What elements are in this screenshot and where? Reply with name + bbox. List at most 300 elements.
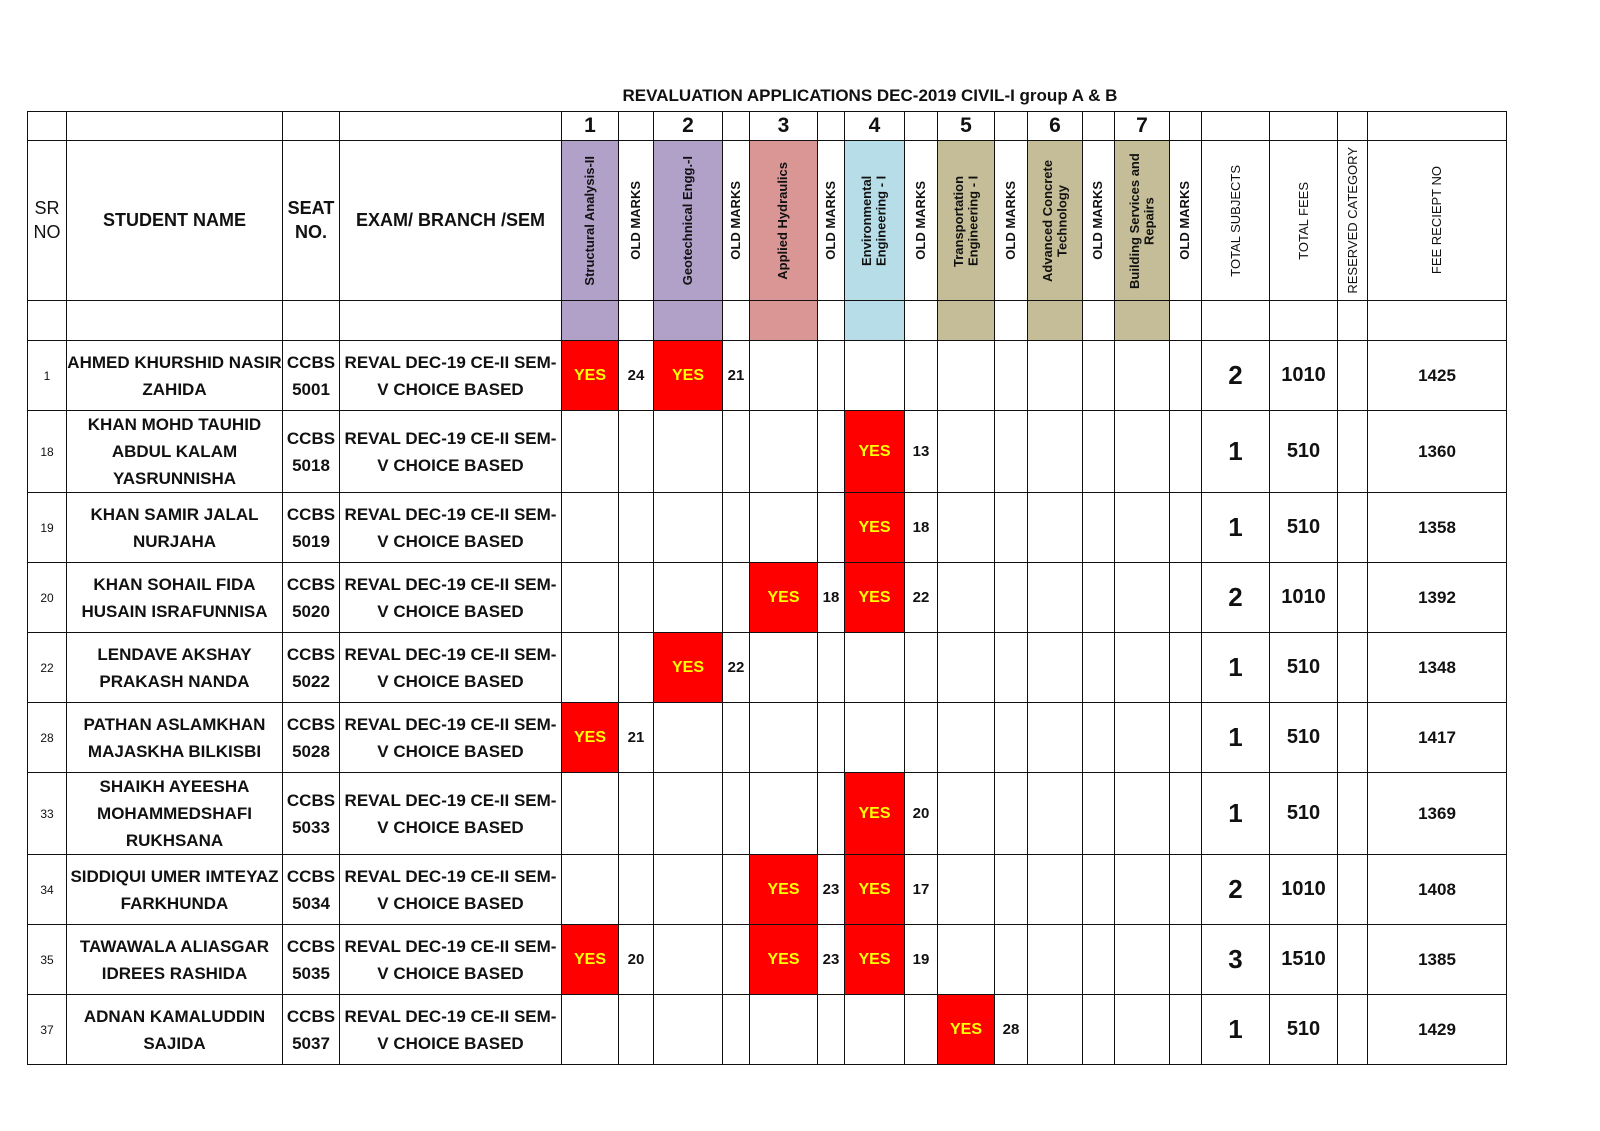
total-subjects: 1: [1202, 411, 1270, 493]
old-marks: 21: [723, 341, 750, 411]
seat-no: CCBS 5018: [283, 411, 340, 493]
yes-badge: YES: [562, 703, 619, 773]
empty-cell: [995, 855, 1028, 925]
empty-cell: [1368, 301, 1507, 341]
exam-branch-sem: REVAL DEC-19 CE-II SEM-V CHOICE BASED: [340, 773, 562, 855]
subject-name-cell: [845, 141, 905, 301]
empty-cell: [750, 995, 818, 1065]
total-fees: 1010: [1270, 855, 1338, 925]
table-row: [28, 633, 1507, 703]
empty-cell: [723, 995, 750, 1065]
empty-cell: [562, 411, 619, 493]
empty-cell: [562, 995, 619, 1065]
student-name: PATHAN ASLAMKHAN MAJASKHA BILKISBI: [67, 703, 283, 773]
empty-cell: [818, 301, 845, 341]
empty-cell: [1170, 563, 1202, 633]
empty-cell: [1028, 703, 1083, 773]
old-marks: 23: [818, 855, 845, 925]
student-name: TAWAWALA ALIASGAR IDREES RASHIDA: [67, 925, 283, 995]
yes-badge: YES: [845, 773, 905, 855]
fee-receipt-no: 1385: [1368, 925, 1507, 995]
subject-name: Advanced Concrete Technology: [1039, 159, 1069, 282]
yes-badge: YES: [750, 855, 818, 925]
empty-cell: [1083, 925, 1115, 995]
empty-cell: [1202, 301, 1270, 341]
empty-cell: [283, 112, 340, 141]
empty-cell: [562, 633, 619, 703]
empty-cell: [1170, 855, 1202, 925]
subject-number: 7: [1115, 112, 1170, 141]
empty-cell: [654, 703, 723, 773]
empty-cell: [1170, 341, 1202, 411]
exam-header: EXAM/ BRANCH /SEM: [340, 141, 562, 301]
fee-receipt-header: FEE RECIEPT NO: [1429, 166, 1445, 275]
subject-name-cell: [1115, 141, 1170, 301]
total-subjects: 1: [1202, 703, 1270, 773]
total-subjects: 2: [1202, 341, 1270, 411]
empty-cell: [1170, 925, 1202, 995]
empty-cell: [1083, 112, 1115, 141]
empty-cell: [723, 493, 750, 563]
empty-cell: [723, 563, 750, 633]
empty-cell: [1028, 995, 1083, 1065]
old-marks-header-cell: [619, 141, 654, 301]
total-fees-header-cell: [1270, 141, 1338, 301]
total-subjects-header-cell: [1202, 141, 1270, 301]
empty-cell: [67, 301, 283, 341]
subject-name-cell: [654, 141, 723, 301]
subject-color-cell: [750, 301, 818, 341]
empty-cell: [1270, 301, 1338, 341]
reserved-category: [1338, 925, 1368, 995]
empty-cell: [1028, 341, 1083, 411]
old-marks-header-cell: [818, 141, 845, 301]
empty-cell: [845, 703, 905, 773]
table-row: [28, 703, 1507, 773]
fee-receipt-no: 1392: [1368, 563, 1507, 633]
empty-cell: [750, 341, 818, 411]
empty-cell: [619, 563, 654, 633]
empty-cell: [723, 703, 750, 773]
empty-cell: [905, 341, 938, 411]
seat-no: CCBS 5028: [283, 703, 340, 773]
empty-cell: [995, 563, 1028, 633]
empty-cell: [1115, 703, 1170, 773]
empty-cell: [1270, 112, 1338, 141]
empty-cell: [905, 703, 938, 773]
old-marks-header: OLD MARKS: [627, 181, 643, 260]
old-marks-header-cell: [905, 141, 938, 301]
empty-cell: [938, 493, 995, 563]
empty-cell: [1028, 855, 1083, 925]
yes-badge: YES: [845, 563, 905, 633]
fee-receipt-no: 1408: [1368, 855, 1507, 925]
sheet-title: REVALUATION APPLICATIONS DEC-2019 CIVIL-I group A & B: [622, 86, 1118, 105]
exam-branch-sem: REVAL DEC-19 CE-II SEM-V CHOICE BASED: [340, 995, 562, 1065]
subject-color-cell: [1028, 301, 1083, 341]
empty-cell: [1115, 411, 1170, 493]
subject-number: 3: [750, 112, 818, 141]
reserved-category: [1338, 341, 1368, 411]
empty-cell: [619, 493, 654, 563]
subject-name-cell: [938, 141, 995, 301]
yes-badge: YES: [845, 925, 905, 995]
empty-cell: [1115, 633, 1170, 703]
fee-receipt-no: 1369: [1368, 773, 1507, 855]
old-marks: 20: [619, 925, 654, 995]
empty-cell: [1115, 925, 1170, 995]
fee-receipt-no: 1348: [1368, 633, 1507, 703]
empty-cell: [905, 995, 938, 1065]
empty-cell: [1083, 411, 1115, 493]
empty-cell: [1170, 703, 1202, 773]
empty-cell: [750, 703, 818, 773]
total-fees: 510: [1270, 995, 1338, 1065]
empty-cell: [750, 411, 818, 493]
table-row: [28, 925, 1507, 995]
sr-no: 20: [28, 563, 67, 633]
old-marks-header-cell: [723, 141, 750, 301]
empty-cell: [845, 995, 905, 1065]
empty-cell: [1028, 563, 1083, 633]
empty-cell: [995, 341, 1028, 411]
empty-cell: [905, 112, 938, 141]
sr-no: 28: [28, 703, 67, 773]
subject-color-cell: [654, 301, 723, 341]
subject-color-cell: [1115, 301, 1170, 341]
total-fees: 510: [1270, 633, 1338, 703]
empty-cell: [1170, 411, 1202, 493]
old-marks-header-cell: [1170, 141, 1202, 301]
table-row: [28, 341, 1507, 411]
old-marks: 21: [619, 703, 654, 773]
empty-cell: [1170, 112, 1202, 141]
total-subjects: 2: [1202, 855, 1270, 925]
reserved-category-header: RESERVED CATEGORY: [1344, 147, 1360, 294]
empty-cell: [995, 773, 1028, 855]
total-subjects-header: TOTAL SUBJECTS: [1227, 164, 1243, 277]
student-name: KHAN SOHAIL FIDA HUSAIN ISRAFUNNISA: [67, 563, 283, 633]
old-marks: 19: [905, 925, 938, 995]
student-name: SIDDIQUI UMER IMTEYAZ FARKHUNDA: [67, 855, 283, 925]
sr-no: 1: [28, 341, 67, 411]
exam-branch-sem: REVAL DEC-19 CE-II SEM-V CHOICE BASED: [340, 493, 562, 563]
old-marks: 24: [619, 341, 654, 411]
student-name-header: STUDENT NAME: [67, 141, 283, 301]
sr-no: 33: [28, 773, 67, 855]
subject-name: Environmental Engineering - I: [859, 175, 889, 266]
empty-cell: [1170, 995, 1202, 1065]
table-row: [28, 773, 1507, 855]
fee-receipt-no: 1417: [1368, 703, 1507, 773]
total-subjects: 1: [1202, 995, 1270, 1065]
empty-cell: [938, 563, 995, 633]
empty-cell: [818, 341, 845, 411]
subject-name: Transportation Engineering - I: [950, 175, 980, 267]
yes-badge: YES: [654, 633, 723, 703]
empty-cell: [723, 112, 750, 141]
seat-no: CCBS 5033: [283, 773, 340, 855]
reserved-category: [1338, 563, 1368, 633]
empty-cell: [818, 633, 845, 703]
yes-badge: YES: [845, 493, 905, 563]
empty-cell: [1083, 301, 1115, 341]
empty-cell: [995, 633, 1028, 703]
student-name: AHMED KHURSHID NASIR ZAHIDA: [67, 341, 283, 411]
empty-cell: [1170, 301, 1202, 341]
empty-cell: [723, 411, 750, 493]
subject-name-cell: [750, 141, 818, 301]
total-fees: 510: [1270, 493, 1338, 563]
exam-branch-sem: REVAL DEC-19 CE-II SEM-V CHOICE BASED: [340, 855, 562, 925]
subject-number: 5: [938, 112, 995, 141]
empty-cell: [1338, 112, 1368, 141]
empty-cell: [1115, 341, 1170, 411]
empty-cell: [619, 773, 654, 855]
exam-branch-sem: REVAL DEC-19 CE-II SEM-V CHOICE BASED: [340, 341, 562, 411]
empty-cell: [619, 301, 654, 341]
empty-cell: [818, 411, 845, 493]
empty-cell: [654, 493, 723, 563]
exam-branch-sem: REVAL DEC-19 CE-II SEM-V CHOICE BASED: [340, 633, 562, 703]
table-row: [28, 493, 1507, 563]
fee-receipt-header-cell: [1368, 141, 1507, 301]
empty-cell: [67, 112, 283, 141]
total-fees: 1010: [1270, 563, 1338, 633]
empty-cell: [654, 773, 723, 855]
subject-name: Applied Hydraulics: [775, 161, 791, 280]
table-row: [28, 855, 1507, 925]
empty-cell: [818, 493, 845, 563]
old-marks: 22: [723, 633, 750, 703]
empty-cell: [1028, 411, 1083, 493]
student-name: LENDAVE AKSHAY PRAKASH NANDA: [67, 633, 283, 703]
empty-cell: [845, 633, 905, 703]
reserved-category: [1338, 773, 1368, 855]
exam-branch-sem: REVAL DEC-19 CE-II SEM-V CHOICE BASED: [340, 411, 562, 493]
exam-branch-sem: REVAL DEC-19 CE-II SEM-V CHOICE BASED: [340, 925, 562, 995]
empty-cell: [654, 995, 723, 1065]
empty-cell: [654, 925, 723, 995]
empty-cell: [1083, 703, 1115, 773]
old-marks-header: OLD MARKS: [1090, 181, 1106, 260]
subject-name-cell: [1028, 141, 1083, 301]
reserved-category: [1338, 411, 1368, 493]
empty-cell: [28, 112, 67, 141]
yes-badge: YES: [845, 411, 905, 493]
table-row: [28, 563, 1507, 633]
total-subjects: 3: [1202, 925, 1270, 995]
empty-cell: [1083, 341, 1115, 411]
fee-receipt-no: 1429: [1368, 995, 1507, 1065]
empty-cell: [723, 301, 750, 341]
old-marks: 18: [905, 493, 938, 563]
empty-cell: [995, 411, 1028, 493]
sr-no: 37: [28, 995, 67, 1065]
yes-badge: YES: [562, 925, 619, 995]
empty-cell: [845, 341, 905, 411]
empty-cell: [723, 773, 750, 855]
total-fees: 1010: [1270, 341, 1338, 411]
empty-cell: [28, 301, 67, 341]
empty-cell: [283, 301, 340, 341]
empty-cell: [1028, 773, 1083, 855]
empty-cell: [1115, 493, 1170, 563]
empty-cell: [938, 411, 995, 493]
empty-cell: [1368, 112, 1507, 141]
subject-name-cell: [562, 141, 619, 301]
sr-no: 34: [28, 855, 67, 925]
yes-badge: YES: [938, 995, 995, 1065]
seat-no: CCBS 5037: [283, 995, 340, 1065]
empty-cell: [619, 411, 654, 493]
seat-no: CCBS 5019: [283, 493, 340, 563]
reserved-category: [1338, 633, 1368, 703]
seat-no: CCBS 5001: [283, 341, 340, 411]
subject-name: Geotechnical Engg.-I: [679, 155, 695, 286]
total-fees: 510: [1270, 703, 1338, 773]
yes-badge: YES: [562, 341, 619, 411]
old-marks-header: OLD MARKS: [822, 181, 838, 260]
subject-name: Building Services and Repairs: [1126, 152, 1156, 289]
empty-cell: [938, 341, 995, 411]
empty-cell: [619, 995, 654, 1065]
empty-cell: [1202, 112, 1270, 141]
empty-cell: [562, 493, 619, 563]
sr-no: 19: [28, 493, 67, 563]
empty-cell: [619, 855, 654, 925]
subject-color-cell: [562, 301, 619, 341]
empty-cell: [1083, 633, 1115, 703]
empty-cell: [619, 633, 654, 703]
old-marks-header: OLD MARKS: [912, 181, 928, 260]
empty-cell: [938, 773, 995, 855]
empty-cell: [938, 925, 995, 995]
empty-cell: [995, 112, 1028, 141]
student-name: ADNAN KAMALUDDIN SAJIDA: [67, 995, 283, 1065]
old-marks: 18: [818, 563, 845, 633]
reserved-category-header-cell: [1338, 141, 1368, 301]
subject-number: 2: [654, 112, 723, 141]
student-name: KHAN MOHD TAUHID ABDUL KALAM YASRUNNISHA: [67, 411, 283, 493]
empty-cell: [562, 563, 619, 633]
fee-receipt-no: 1360: [1368, 411, 1507, 493]
revaluation-table: [27, 111, 1507, 1065]
empty-cell: [818, 703, 845, 773]
reserved-category: [1338, 995, 1368, 1065]
old-marks: 13: [905, 411, 938, 493]
empty-cell: [340, 301, 562, 341]
sr-no-header: SR NO: [28, 141, 67, 301]
exam-branch-sem: REVAL DEC-19 CE-II SEM-V CHOICE BASED: [340, 703, 562, 773]
seat-no-header: SEAT NO.: [283, 141, 340, 301]
total-fees: 510: [1270, 773, 1338, 855]
table-row: [28, 411, 1507, 493]
empty-cell: [905, 633, 938, 703]
seat-no: CCBS 5034: [283, 855, 340, 925]
total-subjects: 2: [1202, 563, 1270, 633]
reserved-category: [1338, 493, 1368, 563]
total-subjects: 1: [1202, 633, 1270, 703]
old-marks: 17: [905, 855, 938, 925]
empty-cell: [750, 633, 818, 703]
empty-cell: [1338, 301, 1368, 341]
empty-cell: [1170, 773, 1202, 855]
empty-cell: [750, 493, 818, 563]
empty-cell: [750, 773, 818, 855]
empty-cell: [995, 493, 1028, 563]
old-marks: 28: [995, 995, 1028, 1065]
old-marks-header: OLD MARKS: [1177, 181, 1193, 260]
reserved-category: [1338, 855, 1368, 925]
old-marks-header-cell: [1083, 141, 1115, 301]
total-fees-header: TOTAL FEES: [1295, 181, 1311, 260]
empty-cell: [619, 112, 654, 141]
subject-number: 1: [562, 112, 619, 141]
empty-cell: [818, 773, 845, 855]
empty-cell: [723, 925, 750, 995]
empty-cell: [1115, 855, 1170, 925]
empty-cell: [995, 703, 1028, 773]
empty-cell: [1115, 563, 1170, 633]
fee-receipt-no: 1425: [1368, 341, 1507, 411]
table-row: [28, 995, 1507, 1065]
old-marks: 23: [818, 925, 845, 995]
empty-cell: [1083, 855, 1115, 925]
empty-cell: [995, 925, 1028, 995]
yes-badge: YES: [750, 563, 818, 633]
yes-badge: YES: [750, 925, 818, 995]
empty-cell: [1115, 995, 1170, 1065]
old-marks-header: OLD MARKS: [1002, 181, 1018, 260]
empty-cell: [1170, 633, 1202, 703]
empty-cell: [654, 411, 723, 493]
sr-no: 18: [28, 411, 67, 493]
empty-cell: [723, 855, 750, 925]
student-name: SHAIKH AYEESHA MOHAMMEDSHAFI RUKHSANA: [67, 773, 283, 855]
empty-cell: [1028, 493, 1083, 563]
empty-cell: [818, 995, 845, 1065]
reserved-category: [1338, 703, 1368, 773]
empty-cell: [1028, 633, 1083, 703]
empty-cell: [1083, 773, 1115, 855]
total-fees: 1510: [1270, 925, 1338, 995]
empty-cell: [340, 112, 562, 141]
empty-cell: [938, 633, 995, 703]
seat-no: CCBS 5020: [283, 563, 340, 633]
subject-color-cell: [938, 301, 995, 341]
total-subjects: 1: [1202, 493, 1270, 563]
old-marks-header: OLD MARKS: [727, 181, 743, 260]
old-marks: 22: [905, 563, 938, 633]
empty-cell: [1170, 493, 1202, 563]
empty-cell: [905, 301, 938, 341]
subject-color-cell: [845, 301, 905, 341]
empty-cell: [1083, 563, 1115, 633]
subject-name: Structural Analysis-II: [581, 155, 597, 286]
empty-cell: [562, 855, 619, 925]
empty-cell: [562, 773, 619, 855]
empty-cell: [1083, 493, 1115, 563]
empty-cell: [995, 301, 1028, 341]
student-name: KHAN SAMIR JALAL NURJAHA: [67, 493, 283, 563]
empty-cell: [1028, 925, 1083, 995]
seat-no: CCBS 5035: [283, 925, 340, 995]
empty-cell: [1115, 773, 1170, 855]
empty-cell: [938, 855, 995, 925]
empty-cell: [1083, 995, 1115, 1065]
subject-number: 6: [1028, 112, 1083, 141]
